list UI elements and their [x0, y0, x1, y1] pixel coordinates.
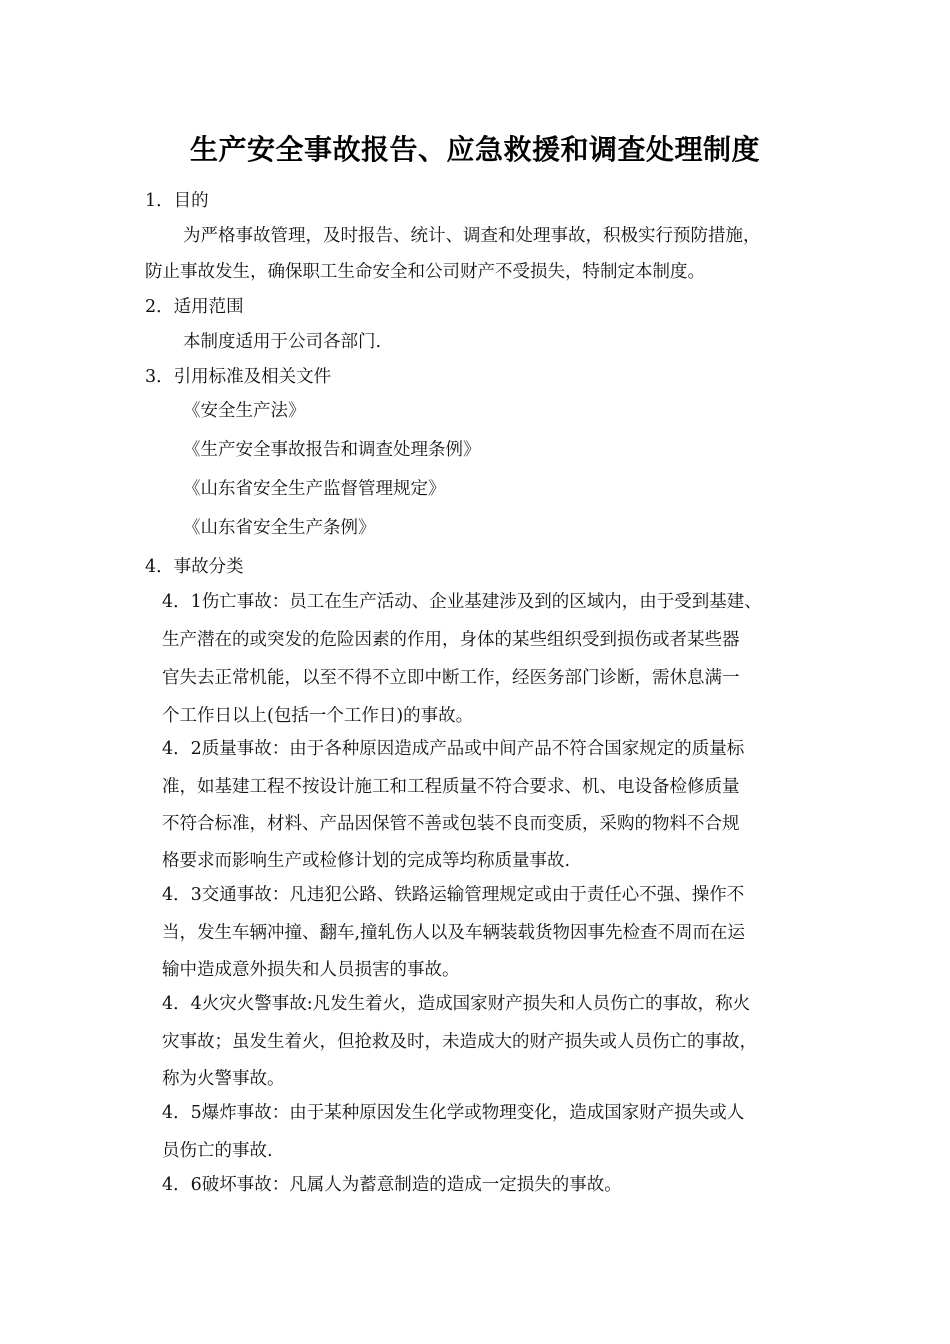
section-1-heading: 1．目的 [145, 191, 209, 211]
item-4-2-line: 4．2质量事故：由于各种原因造成产品或中间产品不符合国家规定的质量标 [162, 739, 745, 759]
item-4-6-line: 4．6破坏事故：凡属人为蓄意制造的造成一定损失的事故。 [162, 1175, 622, 1195]
reference-item: 《山东省安全生产条例》 [183, 518, 376, 538]
item-4-4-line: 称为火警事故。 [162, 1069, 285, 1089]
item-4-3-line: 输中造成意外损失和人员损害的事故。 [162, 960, 460, 980]
item-4-2-line: 不符合标准，材料、产品因保管不善或包装不良而变质，采购的物料不合规 [162, 814, 740, 834]
reference-item: 《生产安全事故报告和调查处理条例》 [183, 440, 481, 460]
item-4-5-line: 员伤亡的事故. [162, 1141, 273, 1161]
item-4-1-line: 4．1伤亡事故：员工在生产活动、企业基建涉及到的区域内，由于受到基建、 [162, 592, 762, 612]
item-4-2-line: 准，如基建工程不按设计施工和工程质量不符合要求、机、电设备检修质量 [162, 777, 740, 797]
reference-item: 《山东省安全生产监督管理规定》 [183, 479, 446, 499]
item-4-5-line: 4．5爆炸事故：由于某种原因发生化学或物理变化，造成国家财产损失或人 [162, 1103, 745, 1123]
section-3-heading: 3．引用标准及相关文件 [145, 367, 332, 387]
item-4-2-line: 格要求而影响生产或检修计划的完成等均称质量事故. [162, 851, 571, 871]
item-4-4-line: 4．4火灾火警事故:凡发生着火，造成国家财产损失和人员伤亡的事故，称火 [162, 994, 751, 1014]
item-4-1-line: 个工作日以上(包括一个工作日)的事故。 [162, 706, 474, 726]
document-title: 生产安全事故报告、应急救援和调查处理制度 [189, 133, 760, 166]
section-2-heading: 2．适用范围 [145, 297, 244, 317]
item-4-3-line: 当，发生车辆冲撞、翻车,撞轧伤人以及车辆装载货物因事先检查不周而在运 [162, 923, 746, 943]
reference-item: 《安全生产法》 [183, 401, 306, 421]
section-1-line-1: 为严格事故管理，及时报告、统计、调查和处理事故，积极实行预防措施， [183, 226, 761, 246]
item-4-1-line: 生产潜在的或突发的危险因素的作用，身体的某些组织受到损伤或者某些器 [162, 630, 740, 650]
item-4-1-line: 官失去正常机能，以至不得不立即中断工作，经医务部门诊断，需休息满一 [162, 668, 740, 688]
section-1-line-2: 防止事故发生，确保职工生命安全和公司财产不受损失，特制定本制度。 [145, 262, 705, 282]
section-2-line-1: 本制度适用于公司各部门. [183, 332, 382, 352]
item-4-4-line: 灾事故；虽发生着火，但抢救及时，未造成大的财产损失或人员伤亡的事故， [162, 1032, 757, 1052]
item-4-3-line: 4．3交通事故：凡违犯公路、铁路运输管理规定或由于责任心不强、操作不 [162, 885, 745, 905]
section-4-heading: 4．事故分类 [145, 557, 244, 577]
